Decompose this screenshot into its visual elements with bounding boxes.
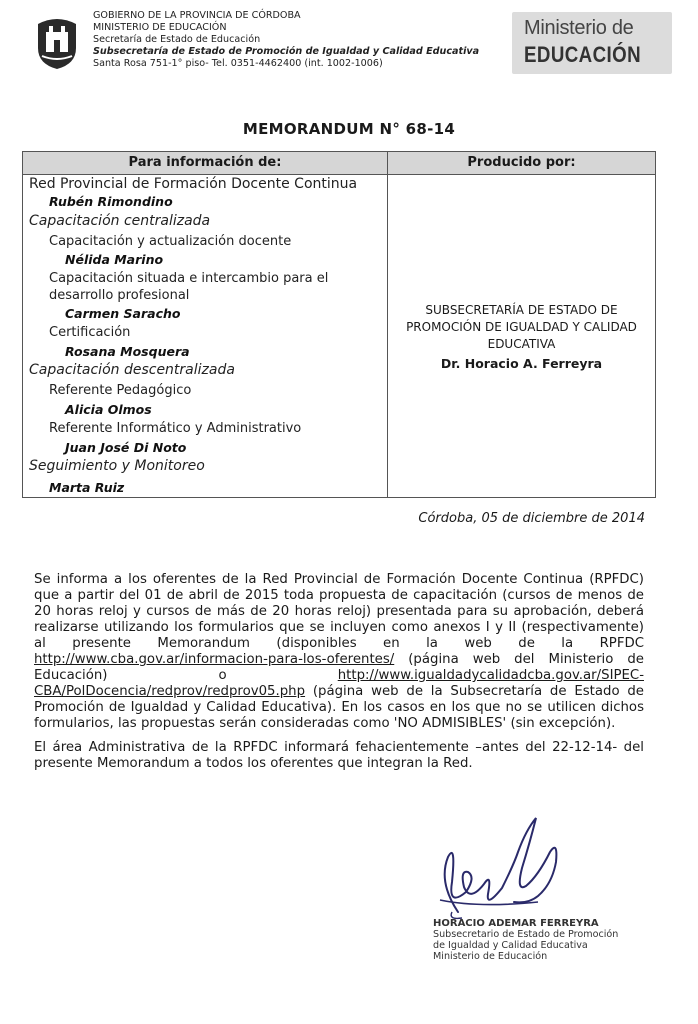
org-lines [93, 10, 479, 70]
date-line: Córdoba, 05 de diciembre de 2014 [418, 511, 645, 526]
link-oferentes[interactable]: http://www.cba.gov.ar/informacion-para-los-oferentes/ [34, 652, 395, 667]
signer-title: Ministerio de Educación [433, 951, 548, 962]
signer-title: Subsecretario de Estado de Promoción [433, 929, 619, 940]
entry-subsection: Capacitación y actualización docente [49, 234, 292, 249]
entry-name: Carmen Saracho [65, 306, 181, 321]
entry-name: Juan José Di Noto [65, 440, 187, 455]
body-paragraph-2: El área Administrativa de la RPFDC informará fehacientemente –antes del 22-12-14- del presente Memorandum a todos los oferentes que integran la Red. [34, 740, 644, 771]
entry-subsection: Certificación [49, 325, 131, 340]
entry-name: Marta Ruiz [49, 480, 125, 495]
signer-title: de Igualdad y Calidad Educativa [433, 940, 588, 951]
ministry-logo [512, 12, 672, 74]
body-paragraph-1 [34, 572, 644, 732]
memo-title: MEMORANDUM N° 68-14 [242, 120, 456, 138]
entry-subsection: Referente Informático y Administrativo [49, 421, 302, 436]
entry-section: Capacitación descentralizada [29, 362, 235, 378]
handwritten-signature-icon [418, 812, 598, 922]
logo-text-bottom: EDUCACIÓN [524, 42, 642, 67]
memo-table [22, 151, 656, 498]
header-for-information: Para información de: [128, 155, 282, 170]
header-produced-by: Producido por: [467, 155, 576, 170]
org-line-address: Santa Rosa 751-1° piso- Tel. 0351-4462400 (int. 1002-1006) [93, 58, 383, 69]
table-header-row [23, 152, 655, 175]
producer-line: SUBSECRETARÍA DE ESTADO DE [425, 303, 618, 317]
entry-section: Capacitación centralizada [29, 213, 211, 229]
producer-block [388, 302, 655, 372]
letterhead [30, 8, 670, 78]
entry-red-provincial: Red Provincial de Formación Docente Continua [29, 176, 358, 192]
entry-section: Seguimiento y Monitoreo [29, 458, 205, 474]
org-line-subsecretariat: Subsecretaría de Estado de Promoción de Igualdad y Calidad Educativa [93, 46, 480, 57]
org-line-government: GOBIERNO DE LA PROVINCIA DE CÓRDOBA [93, 10, 301, 21]
org-line-secretariat: Secretaría de Estado de Educación [93, 34, 261, 45]
link-sipec[interactable]: http://www.igualdadycalidadcba.gov.ar/SIPEC-CBA/PolDocencia/redprov/redprov05.php [34, 668, 644, 699]
body-text-segment: (página web de la Subsecretaría de Estado de Promoción de Igualdad y Calidad Educativa). En los casos en los que no se utilicen dichos formularios, las propuestas serán consideradas como 'NO ADMISIBLES' (sin excepción). [34, 684, 644, 731]
signature-block [433, 918, 618, 962]
org-line-ministry: MINISTERIO DE EDUCACIÓN [93, 22, 227, 33]
entry-name: Rosana Mosquera [65, 344, 190, 359]
entry-name: Rubén Rimondino [49, 194, 173, 209]
entry-subsection: Referente Pedagógico [49, 383, 192, 398]
memo-body [34, 572, 644, 780]
signer-name: HORACIO ADEMAR FERREYRA [433, 918, 599, 929]
entry-subsection: desarrollo profesional [49, 288, 190, 303]
body-text-segment: Se informa a los oferentes de la Red Provincial de Formación Docente Continua (RPFDC) que a partir del 01 de abril de 2015 toda propuesta de capacitación (cursos de menos de 20 horas reloj y cursos de más de 20 horas reloj) presentada para su aprobación, deberá realizarse utilizando los formularios que se incluyen como anexos I y II (respectivamente) al presente Memorandum (disponibles en la web de la RPFDC [34, 572, 644, 651]
entry-name: Nélida Marino [65, 252, 164, 267]
producer-line: EDUCATIVA [487, 337, 556, 351]
provincial-seal-icon [34, 14, 80, 70]
logo-text-top: Ministerio de [524, 17, 634, 39]
producer-name: Dr. Horacio A. Ferreyra [440, 356, 603, 371]
body-text-segment: (página web del Ministerio de Educación) o [34, 652, 644, 683]
entry-subsection: Capacitación situada e intercambio para el [49, 271, 329, 286]
producer-line: PROMOCIÓN DE IGUALDAD Y CALIDAD [406, 320, 637, 334]
entry-name: Alicia Olmos [65, 402, 152, 417]
